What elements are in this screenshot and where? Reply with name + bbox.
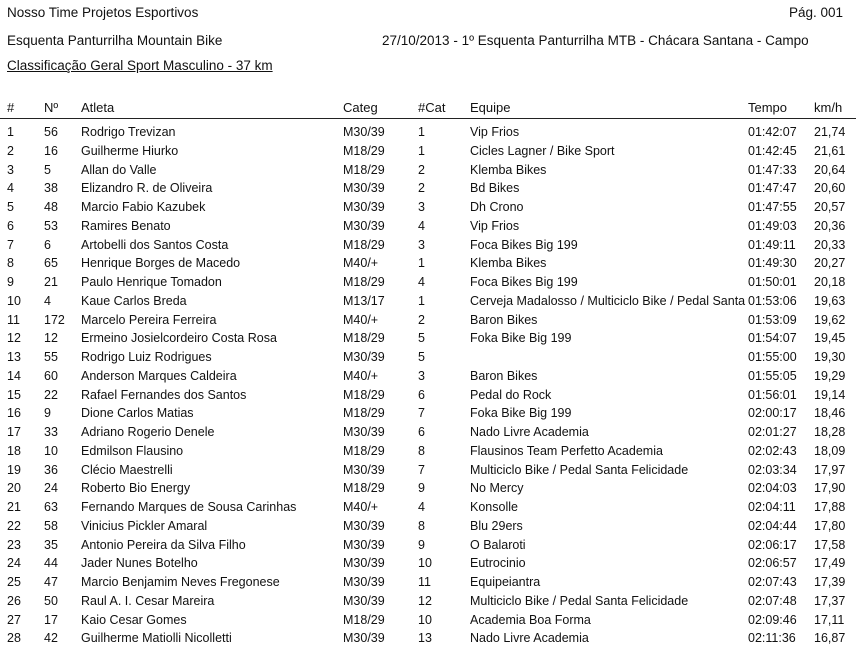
cell-time: 01:53:09 (748, 312, 797, 327)
cell-cat-pos: 1 (418, 125, 425, 139)
cell-cat-pos: 10 (418, 556, 432, 571)
cell-time: 02:07:43 (748, 575, 797, 589)
cell-team: Flausinos Team Perfetto Academia (470, 443, 663, 458)
cell-team: Baron Bikes (470, 312, 538, 327)
cell-time: 02:02:43 (748, 443, 797, 458)
cell-time: 02:03:34 (748, 462, 797, 477)
table-row (0, 461, 856, 480)
cell-speed: 19,30 (814, 350, 846, 364)
cell-category: M40/+ (343, 500, 379, 514)
classification-title: Classificação Geral Sport Masculino - 37 km (7, 58, 273, 73)
table-row (0, 517, 856, 536)
cell-time: 01:47:33 (748, 162, 797, 177)
table-row (0, 348, 856, 367)
cell-time: 01:47:47 (748, 181, 797, 196)
cell-category: M30/39 (343, 200, 385, 214)
cell-cat-pos: 6 (418, 425, 425, 439)
cell-number: 42 (44, 631, 58, 646)
cell-cat-pos: 1 (418, 293, 425, 308)
cell-time: 02:06:57 (748, 556, 797, 571)
table-row (0, 592, 856, 611)
cell-pos: 23 (7, 537, 21, 552)
cell-team: Foca Bikes Big 199 (470, 275, 578, 289)
cell-speed: 20,57 (814, 200, 846, 214)
cell-category: M30/39 (343, 125, 385, 139)
cell-pos: 26 (7, 593, 21, 608)
cell-category: M18/29 (343, 143, 385, 158)
cell-category: M30/39 (343, 537, 385, 552)
cell-pos: 13 (7, 350, 21, 364)
cell-athlete: Antonio Pereira da Silva Filho (81, 537, 246, 552)
cell-cat-pos: 4 (418, 218, 425, 233)
cell-team: Klemba Bikes (470, 256, 547, 271)
cell-team: Vip Frios (470, 218, 520, 233)
cell-number: 33 (44, 425, 58, 439)
cell-pos: 16 (7, 406, 21, 421)
cell-time: 01:50:01 (748, 275, 797, 289)
table-row (0, 442, 856, 461)
cell-cat-pos: 10 (418, 612, 432, 627)
cell-number: 172 (44, 312, 65, 327)
cell-number: 47 (44, 575, 58, 589)
cell-cat-pos: 8 (418, 443, 425, 458)
cell-number: 44 (44, 556, 58, 571)
cell-number: 60 (44, 368, 58, 383)
table-row (0, 536, 856, 555)
cell-time: 01:55:00 (748, 350, 797, 364)
cell-time: 02:11:36 (748, 631, 796, 646)
cell-athlete: Fernando Marques de Sousa Carinhas (81, 500, 297, 514)
cell-time: 02:07:48 (748, 593, 797, 608)
cell-team: Cerveja Madalosso / Multiciclo Bike / Pedal Santa (470, 293, 746, 308)
results-table (0, 123, 856, 648)
cell-time: 02:04:44 (748, 518, 797, 533)
cell-pos: 24 (7, 556, 21, 571)
cell-pos: 2 (7, 143, 14, 158)
table-row (0, 554, 856, 573)
cell-category: M40/+ (343, 368, 379, 383)
cell-category: M13/17 (343, 293, 385, 308)
page-number: Pág. 001 (789, 5, 844, 20)
table-row (0, 367, 856, 386)
cell-team: Vip Frios (470, 125, 520, 139)
cell-category: M18/29 (343, 443, 385, 458)
cell-number: 36 (44, 462, 58, 477)
cell-pos: 6 (7, 218, 14, 233)
cell-team: Dh Crono (470, 200, 524, 214)
cell-cat-pos: 6 (418, 387, 425, 402)
cell-cat-pos: 9 (418, 537, 425, 552)
cell-speed: 21,74 (814, 125, 846, 139)
cell-cat-pos: 2 (418, 162, 425, 177)
cell-time: 02:06:17 (748, 537, 797, 552)
table-row (0, 254, 856, 273)
cell-cat-pos: 7 (418, 462, 425, 477)
cell-time: 01:49:11 (748, 237, 796, 252)
cell-pos: 3 (7, 162, 14, 177)
cell-number: 63 (44, 500, 58, 514)
cell-number: 6 (44, 237, 51, 252)
cell-number: 65 (44, 256, 58, 271)
cell-cat-pos: 1 (418, 143, 425, 158)
cell-team: Foka Bike Big 199 (470, 331, 572, 346)
cell-speed: 18,09 (814, 443, 846, 458)
cell-athlete: Ermeino Josielcordeiro Costa Rosa (81, 331, 277, 346)
cell-category: M40/+ (343, 256, 379, 271)
cell-speed: 18,28 (814, 425, 846, 439)
cell-number: 16 (44, 143, 58, 158)
table-row (0, 404, 856, 423)
cell-time: 02:04:03 (748, 481, 797, 496)
cell-speed: 19,14 (814, 387, 846, 402)
cell-speed: 20,27 (814, 256, 846, 271)
cell-team: No Mercy (470, 481, 524, 496)
cell-team: Bd Bikes (470, 181, 520, 196)
cell-cat-pos: 3 (418, 200, 425, 214)
cell-team: Academia Boa Forma (470, 612, 591, 627)
cell-team: Klemba Bikes (470, 162, 547, 177)
cell-athlete: Dione Carlos Matias (81, 406, 194, 421)
cell-time: 02:09:46 (748, 612, 797, 627)
cell-pos: 8 (7, 256, 14, 271)
table-row (0, 217, 856, 236)
cell-number: 4 (44, 293, 51, 308)
event-detail: 27/10/2013 - 1º Esquenta Panturrilha MTB - Chácara Santana - Campo (382, 33, 809, 48)
cell-time: 02:04:11 (748, 500, 796, 514)
cell-number: 9 (44, 406, 51, 421)
cell-athlete: Raul A. I. Cesar Mareira (81, 593, 215, 608)
cell-athlete: Kaio Cesar Gomes (81, 612, 187, 627)
table-row (0, 179, 856, 198)
cell-athlete: Rodrigo Luiz Rodrigues (81, 350, 212, 364)
cell-time: 02:01:27 (748, 425, 797, 439)
cell-category: M30/39 (343, 575, 385, 589)
cell-pos: 27 (7, 612, 21, 627)
cell-category: M18/29 (343, 612, 385, 627)
cell-time: 01:54:07 (748, 331, 797, 346)
table-row (0, 198, 856, 217)
table-row (0, 161, 856, 180)
cell-speed: 17,37 (814, 593, 846, 608)
cell-speed: 19,63 (814, 293, 846, 308)
cell-category: M30/39 (343, 181, 385, 196)
cell-number: 5 (44, 162, 51, 177)
cell-team: Pedal do Rock (470, 387, 552, 402)
cell-category: M30/39 (343, 631, 385, 646)
cell-time: 02:00:17 (748, 406, 797, 421)
cell-athlete: Rodrigo Trevizan (81, 125, 176, 139)
cell-speed: 17,97 (814, 462, 846, 477)
cell-athlete: Edmilson Flausino (81, 443, 184, 458)
cell-speed: 21,61 (814, 143, 846, 158)
table-row (0, 479, 856, 498)
cell-category: M18/29 (343, 387, 385, 402)
cell-number: 22 (44, 387, 58, 402)
cell-speed: 20,64 (814, 162, 846, 177)
col-header-time: Tempo (748, 100, 788, 115)
cell-athlete: Adriano Rogerio Denele (81, 425, 215, 439)
cell-category: M30/39 (343, 425, 385, 439)
cell-time: 01:47:55 (748, 200, 797, 214)
cell-athlete: Clécio Maestrelli (81, 462, 173, 477)
cell-athlete: Artobelli dos Santos Costa (81, 237, 229, 252)
table-row (0, 629, 856, 648)
cell-time: 01:42:07 (748, 125, 797, 139)
cell-team: Eutrocinio (470, 556, 526, 571)
cell-pos: 5 (7, 200, 14, 214)
cell-pos: 9 (7, 275, 14, 289)
cell-athlete: Kaue Carlos Breda (81, 293, 187, 308)
cell-cat-pos: 4 (418, 275, 425, 289)
cell-cat-pos: 13 (418, 631, 432, 646)
cell-pos: 11 (7, 312, 20, 327)
table-row (0, 423, 856, 442)
cell-cat-pos: 12 (418, 593, 432, 608)
cell-pos: 28 (7, 631, 21, 646)
cell-team: Equipeiantra (470, 575, 541, 589)
cell-number: 53 (44, 218, 58, 233)
cell-speed: 17,58 (814, 537, 846, 552)
cell-speed: 20,36 (814, 218, 846, 233)
cell-pos: 10 (7, 293, 21, 308)
cell-athlete: Roberto Bio Energy (81, 481, 191, 496)
cell-time: 01:49:30 (748, 256, 797, 271)
cell-cat-pos: 5 (418, 350, 425, 364)
cell-team: Nado Livre Academia (470, 425, 589, 439)
cell-athlete: Paulo Henrique Tomadon (81, 275, 222, 289)
cell-category: M30/39 (343, 218, 385, 233)
cell-cat-pos: 1 (418, 256, 425, 271)
cell-number: 10 (44, 443, 58, 458)
cell-team: Cicles Lagner / Bike Sport (470, 143, 615, 158)
cell-cat-pos: 8 (418, 518, 425, 533)
cell-team: Konsolle (470, 500, 518, 514)
cell-speed: 20,18 (814, 275, 846, 289)
cell-time: 01:56:01 (748, 387, 797, 402)
cell-pos: 14 (7, 368, 21, 383)
cell-athlete: Guilherme Matiolli Nicolletti (81, 631, 232, 646)
cell-pos: 21 (7, 500, 21, 514)
col-header-cat-pos: #Cat (418, 100, 446, 115)
cell-cat-pos: 2 (418, 312, 425, 327)
cell-number: 55 (44, 350, 58, 364)
cell-pos: 22 (7, 518, 21, 533)
cell-category: M40/+ (343, 312, 379, 327)
cell-athlete: Marcio Fabio Kazubek (81, 200, 206, 214)
table-row (0, 236, 856, 255)
cell-cat-pos: 3 (418, 368, 425, 383)
cell-cat-pos: 3 (418, 237, 425, 252)
cell-team: Foka Bike Big 199 (470, 406, 572, 421)
cell-time: 01:42:45 (748, 143, 797, 158)
cell-category: M18/29 (343, 406, 385, 421)
cell-speed: 20,33 (814, 237, 846, 252)
table-row (0, 611, 856, 630)
cell-team: Blu 29ers (470, 518, 523, 533)
table-row (0, 573, 856, 592)
cell-cat-pos: 4 (418, 500, 425, 514)
cell-athlete: Marcelo Pereira Ferreira (81, 312, 217, 327)
table-row (0, 142, 856, 161)
cell-cat-pos: 2 (418, 181, 425, 196)
cell-pos: 17 (7, 425, 21, 439)
cell-number: 50 (44, 593, 58, 608)
cell-pos: 20 (7, 481, 21, 496)
cell-pos: 7 (7, 237, 14, 252)
cell-athlete: Henrique Borges de Macedo (81, 256, 241, 271)
col-header-number: Nº (44, 100, 59, 115)
cell-team: O Balaroti (470, 537, 526, 552)
cell-speed: 17,11 (814, 612, 845, 627)
cell-athlete: Vinicius Pickler Amaral (81, 518, 208, 533)
cell-number: 58 (44, 518, 58, 533)
event-name: Esquenta Panturrilha Mountain Bike (7, 33, 223, 48)
cell-speed: 19,62 (814, 312, 846, 327)
cell-pos: 19 (7, 462, 21, 477)
cell-pos: 12 (7, 331, 21, 346)
cell-athlete: Rafael Fernandes dos Santos (81, 387, 247, 402)
cell-team: Multiciclo Bike / Pedal Santa Felicidade (470, 462, 689, 477)
cell-time: 01:49:03 (748, 218, 797, 233)
cell-number: 12 (44, 331, 58, 346)
cell-cat-pos: 5 (418, 331, 425, 346)
cell-category: M18/29 (343, 162, 385, 177)
cell-category: M18/29 (343, 275, 385, 289)
table-row (0, 273, 856, 292)
cell-number: 38 (44, 181, 58, 196)
cell-number: 56 (44, 125, 58, 139)
column-header-row (0, 98, 856, 119)
cell-speed: 19,29 (814, 368, 846, 383)
cell-team: Baron Bikes (470, 368, 538, 383)
col-header-team: Equipe (470, 100, 511, 115)
cell-category: M30/39 (343, 593, 385, 608)
org-name: Nosso Time Projetos Esportivos (7, 5, 199, 20)
cell-pos: 4 (7, 181, 14, 196)
cell-number: 17 (44, 612, 58, 627)
cell-pos: 1 (7, 125, 14, 139)
cell-category: M30/39 (343, 350, 385, 364)
table-row (0, 329, 856, 348)
cell-athlete: Jader Nunes Botelho (81, 556, 198, 571)
cell-speed: 17,88 (814, 500, 846, 514)
cell-speed: 18,46 (814, 406, 846, 421)
cell-team: Nado Livre Academia (470, 631, 589, 646)
cell-athlete: Guilherme Hiurko (81, 143, 179, 158)
cell-category: M30/39 (343, 462, 385, 477)
table-row (0, 292, 856, 311)
cell-speed: 17,39 (814, 575, 846, 589)
cell-athlete: Allan do Valle (81, 162, 157, 177)
table-row (0, 311, 856, 330)
table-row (0, 498, 856, 517)
cell-number: 21 (44, 275, 58, 289)
col-header-category: Categ (343, 100, 378, 115)
cell-number: 24 (44, 481, 58, 496)
cell-athlete: Elizandro R. de Oliveira (81, 181, 213, 196)
cell-category: M18/29 (343, 331, 385, 346)
cell-athlete: Anderson Marques Caldeira (81, 368, 237, 383)
col-header-athlete: Atleta (81, 100, 115, 115)
cell-category: M18/29 (343, 237, 385, 252)
cell-speed: 20,60 (814, 181, 846, 196)
cell-pos: 25 (7, 575, 21, 589)
cell-pos: 18 (7, 443, 21, 458)
cell-time: 01:55:05 (748, 368, 797, 383)
cell-category: M30/39 (343, 556, 385, 571)
cell-cat-pos: 9 (418, 481, 425, 496)
cell-cat-pos: 7 (418, 406, 425, 421)
cell-speed: 17,90 (814, 481, 846, 496)
col-header-speed: km/h (814, 100, 843, 115)
cell-pos: 15 (7, 387, 21, 402)
cell-speed: 17,80 (814, 518, 846, 533)
cell-athlete: Marcio Benjamim Neves Fregonese (81, 575, 280, 589)
cell-time: 01:53:06 (748, 293, 797, 308)
cell-category: M30/39 (343, 518, 385, 533)
cell-athlete: Ramires Benato (81, 218, 171, 233)
cell-team: Multiciclo Bike / Pedal Santa Felicidade (470, 593, 689, 608)
cell-speed: 17,49 (814, 556, 846, 571)
cell-number: 35 (44, 537, 58, 552)
cell-speed: 19,45 (814, 331, 846, 346)
col-header-pos: # (7, 100, 15, 115)
cell-number: 48 (44, 200, 58, 214)
cell-cat-pos: 11 (418, 575, 431, 589)
table-row (0, 386, 856, 405)
table-row (0, 123, 856, 142)
cell-speed: 16,87 (814, 631, 846, 646)
cell-team: Foca Bikes Big 199 (470, 237, 578, 252)
cell-category: M18/29 (343, 481, 385, 496)
